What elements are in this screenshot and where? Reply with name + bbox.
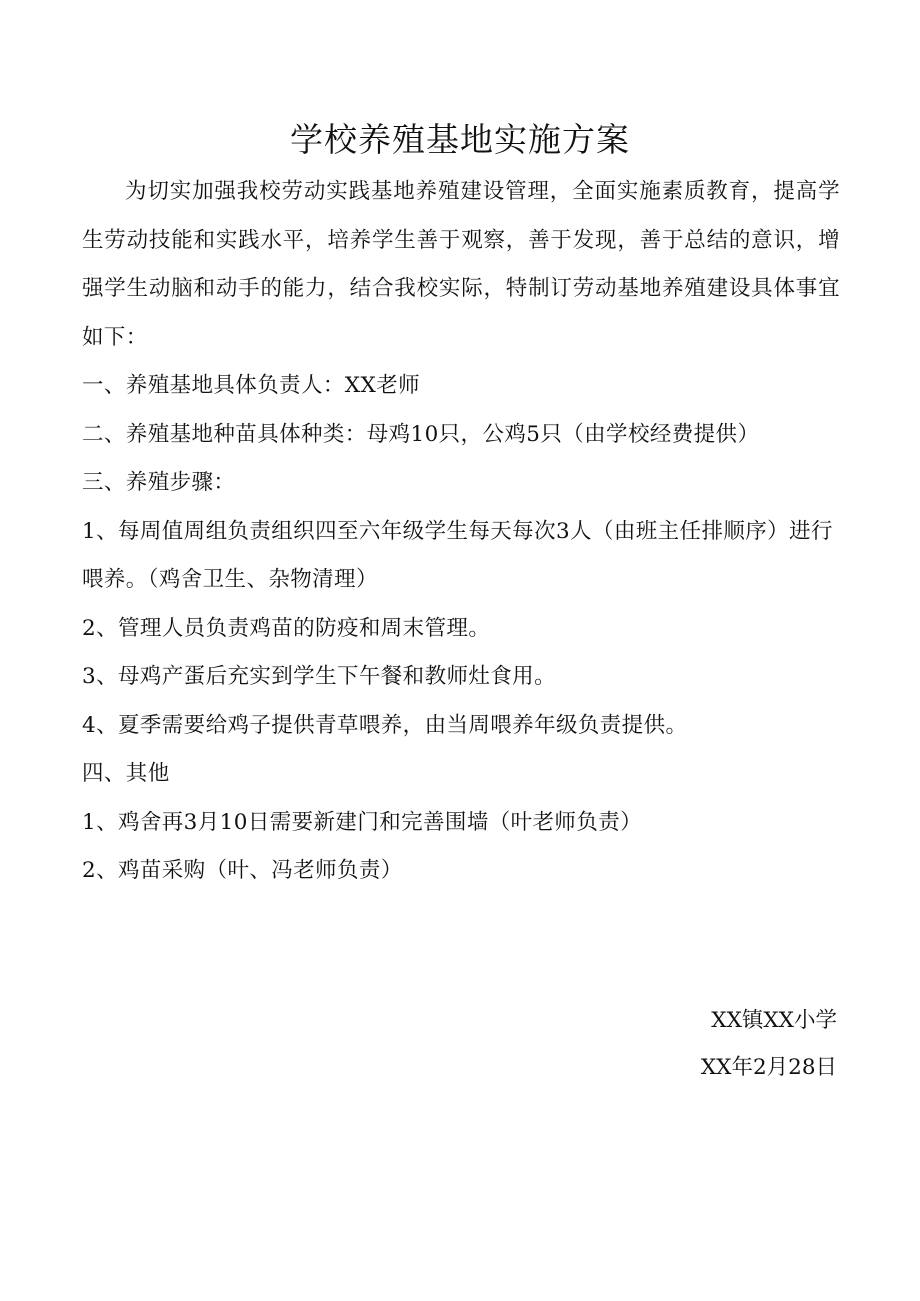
step-item-4: 4、夏季需要给鸡子提供青草喂养，由当周喂养年级负责提供。 [82,712,688,738]
step-item-2: 2、管理人员负责鸡苗的防疫和周末管理。 [82,615,491,641]
signature-date: XX年2月28日 [700,1055,837,1080]
section-steps-heading: 三、养殖步骤： [82,470,236,495]
section-breed-types: 二、养殖基地种苗具体种类：母鸡10只，公鸡5只（由学校经费提供） [82,421,760,447]
step-item-1: 1、每周值周组负责组织四至六年级学生每天每次3人（由班主任排顺序）进行喂养。（鸡舍卫生、杂物清理） [82,518,833,592]
document-body [82,168,840,896]
intro-paragraph: 为切实加强我校劳动实践基地养殖建设管理，全面实施素质教育，提高学生劳动技能和实践水平，培养学生善于观察，善于发现，善于总结的意识，增强学生动脑和动手的能力，结合我校实际，特制订劳动基地养殖建设具体事宜如下： [82,179,840,350]
section-other-heading: 四、其他 [82,761,170,786]
other-item-1: 1、鸡舍再3月10日需要新建门和完善围墙（叶老师负责） [82,809,643,835]
signature-organization: XX镇XX小学 [711,1008,837,1033]
step-item-3: 3、母鸡产蛋后充实到学生下午餐和教师灶食用。 [82,664,556,689]
section-responsible-person: 一、养殖基地具体负责人：XX老师 [82,373,421,398]
document-title: 学校养殖基地实施方案 [290,120,630,159]
other-item-2: 2、鸡苗采购（叶、冯老师负责） [82,858,403,883]
